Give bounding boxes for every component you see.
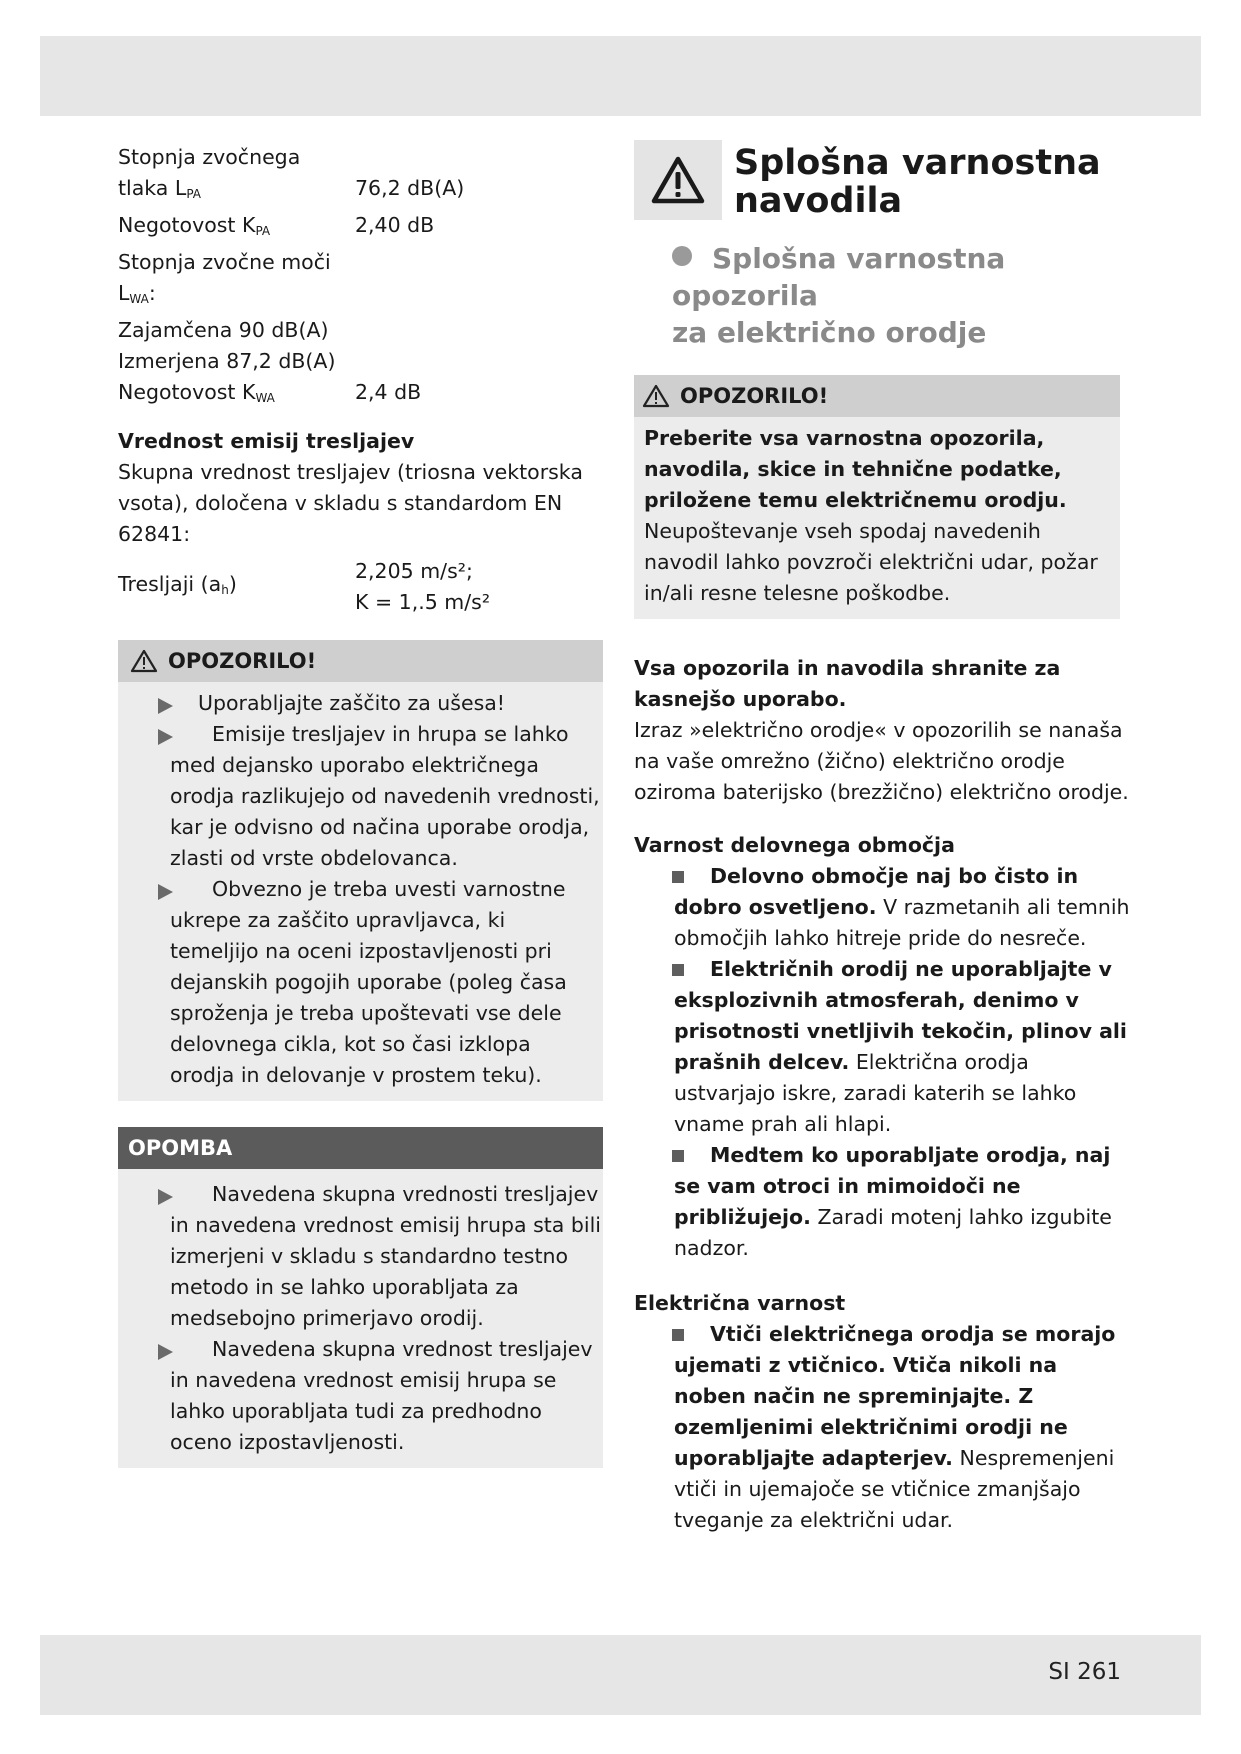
warning-title: OPOZORILO! — [168, 649, 317, 673]
bullet-dot-icon — [672, 246, 692, 266]
triangle-bullet-icon — [156, 1343, 174, 1361]
vibration-text: Skupna vrednost tresljajev (triosna vektorska vsota), določena v skladu s standardom EN 62841: — [118, 460, 583, 546]
general-warning-box — [634, 375, 1120, 619]
list-item: Obvezno je treba uvesti varnostne ukrepe za zaščito upravljavca, ki temeljijo na oceni izpostavljenosti pri dejanskih pogojih uporabe (poleg časa sproženja je treba upoštevati vse dele delovnega cikla, kot so časi izklopa orodja in delovanje v prostem teku). — [156, 874, 603, 1091]
uncertainty-kwa-spec: Negotovost $K_{WA}$ 2,4 dB — [118, 380, 422, 405]
vibration-heading: Vrednost emisij tresljajev — [118, 429, 415, 453]
triangle-bullet-icon — [156, 697, 174, 715]
section-title-block — [634, 140, 1132, 220]
list-item: Navedena skupna vrednost tresljajev in navedena vrednost emisij hrupa se lahko uporabljata tudi za predhodno oceno izpostavljenosti. — [156, 1334, 603, 1458]
list-item: Medtem ko uporabljate orodja, naj se vam otroci in mimoidoči ne približujejo. Zaradi motenj lahko izgubite nadzor. — [674, 1143, 1112, 1260]
list-item: Uporabljajte zaščito za ušesa! — [156, 688, 603, 719]
footer-band — [40, 1635, 1201, 1715]
page-number: SI 261 — [1048, 1659, 1121, 1685]
list-item: Delovno območje naj bo čisto in dobro osvetljeno. V razmetanih ali temnih območjih lahko hitreje pride do nesreče. — [674, 864, 1130, 950]
section-heading: Električna varnost — [634, 1291, 846, 1315]
square-bullet-icon — [672, 1329, 684, 1341]
right-column — [634, 140, 1132, 1536]
subsection-title: Splošna varnostna opozorila za električno orodje — [672, 242, 1006, 349]
square-bullet-icon — [672, 1150, 684, 1162]
list-item: Emisije tresljajev in hrupa se lahko med dejansko uporabo električnega orodja razlikujejo od navedenih vrednosti, kar je odvisno od načina uporabe orodja, zlasti od vrste obdelovanca. — [156, 719, 603, 874]
electrical-section — [634, 1288, 1132, 1536]
warning-title: OPOZORILO! — [680, 384, 829, 408]
note-title: OPOMBA — [118, 1127, 603, 1169]
triangle-bullet-icon — [156, 883, 174, 901]
list-item: Navedena skupna vrednosti tresljajev in navedena vrednost emisij hrupa sta bili izmerjeni v skladu s standardno testno metodo in se lahko uporabljata za medsebojno primerjavo orodij. — [156, 1179, 603, 1334]
work-area-section — [634, 830, 1132, 1264]
warning-sign-icon — [634, 140, 722, 220]
triangle-bullet-icon — [156, 728, 174, 746]
list-item: Električnih orodij ne uporabljajte v eksplozivnih atmosferah, denimo v prisotnosti vnetljivih tekočin, plinov ali prašnih delcev. Električna orodja ustvarjajo iskre, zaradi katerih se lahko vname prah ali hlapi. — [674, 957, 1127, 1136]
vibration-spec: Tresljaji $(a_h)$ 2,205 m/s²; K = 1,.5 m/s² — [118, 559, 491, 614]
sound-pressure-spec: Stopnja zvočnega tlaka $L_{PA}$ 76,2 dB(A) — [118, 142, 603, 210]
section-heading: Varnost delovnega območja — [634, 833, 955, 857]
measured-value: Izmerjena 87,2 dB(A) — [118, 349, 336, 373]
warning-box — [118, 640, 603, 1101]
page-title: Splošna varnostna navodila — [734, 143, 1101, 221]
warning-bold-text: Preberite vsa varnostna opozorila, navodila, skice in tehnične podatke, priložene temu električnemu orodju. — [644, 426, 1067, 512]
warning-text: Neupoštevanje vseh spodaj navedenih navodil lahko povzroči električni udar, požar in/ali resne telesne poškodbe. — [644, 519, 1098, 605]
warning-triangle-icon — [130, 649, 158, 673]
sound-pressure-value: 76,2 dB(A) — [355, 176, 465, 200]
uncertainty-kpa-spec: Negotovost $K_{PA}$ 2,40 dB — [118, 213, 435, 238]
warning-triangle-icon — [642, 384, 670, 408]
square-bullet-icon — [672, 871, 684, 883]
header-band — [40, 36, 1201, 116]
square-bullet-icon — [672, 964, 684, 976]
note-box — [118, 1127, 603, 1468]
guaranteed-value: Zajamčena 90 dB(A) — [118, 318, 329, 342]
sound-power-spec: Stopnja zvočne moči $L_{WA}$: — [118, 250, 331, 306]
left-column — [118, 142, 603, 1468]
list-item: Vtiči električnega orodja se morajo ujemati z vtičnico. Vtiča nikoli na noben način ne spreminjajte. Z ozemljenimi električnimi orodji ne uporabljajte adapterjev. Nespremenjeni vtiči in ujemajoče se vtičnice zmanjšajo tveganje za električni udar. — [674, 1322, 1116, 1532]
keep-instructions: Vsa opozorila in navodila shranite za kasnejšo uporabo. Izraz »električno orodje« v opozorilih se nanaša na vaše omrežno (žično) električno orodje oziroma baterijsko (brezžično) električno orodje. — [634, 656, 1129, 804]
triangle-bullet-icon — [156, 1188, 174, 1206]
